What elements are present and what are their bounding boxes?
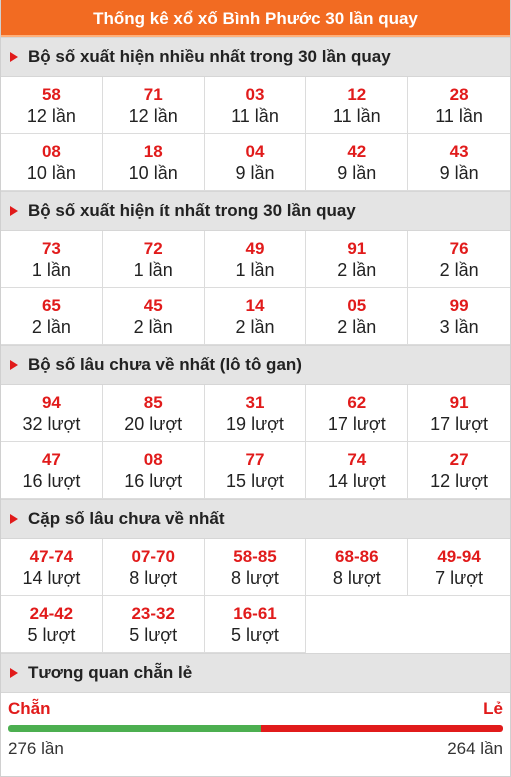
stat-count: 16 lượt: [124, 470, 183, 491]
stat-cell: [103, 539, 205, 596]
stat-count: 12 lần: [26, 105, 76, 126]
stat-count: 2 lần: [337, 259, 377, 280]
gan-grid: [1, 385, 510, 499]
section-heading-text: Bộ số lâu chưa về nhất (lô tô gan): [28, 355, 302, 374]
stat-number[interactable]: 42: [347, 141, 367, 161]
odd-count: 264 lần: [447, 739, 503, 758]
stat-number[interactable]: 77: [245, 449, 265, 469]
parity-block: [1, 693, 510, 759]
stat-number[interactable]: 08: [41, 141, 61, 161]
stat-number[interactable]: 58: [41, 84, 61, 104]
stat-count: 10 lần: [128, 162, 178, 183]
section-heading-parity: [1, 653, 510, 693]
section-heading-least: [1, 191, 510, 231]
stat-cell: [103, 442, 205, 499]
stat-cell: [1, 385, 103, 442]
section-heading-pairs: [1, 499, 510, 539]
stat-count: 8 lượt: [231, 567, 279, 588]
stat-number[interactable]: 71: [143, 84, 163, 104]
stat-number[interactable]: 65: [41, 295, 61, 315]
stat-count: 32 lượt: [22, 413, 81, 434]
stat-cell: [408, 442, 510, 499]
stat-count: 15 lượt: [226, 470, 284, 491]
stat-cell: [1, 442, 103, 499]
parity-bar-even: [8, 725, 261, 732]
stat-cell: [1, 134, 103, 191]
stat-cell: [1, 288, 103, 345]
empty-cell: [408, 596, 510, 653]
stat-count: 2 lần: [133, 316, 173, 337]
stat-cell: [408, 539, 510, 596]
triangle-bullet-icon: [10, 668, 18, 678]
parity-bar-odd: [261, 725, 503, 732]
section-heading-gan: [1, 345, 510, 385]
stat-count: 11 lần: [231, 105, 279, 126]
empty-cell: [306, 596, 408, 653]
stat-number[interactable]: 85: [143, 392, 163, 412]
stat-number[interactable]: 27: [449, 449, 469, 469]
stat-number[interactable]: 47: [41, 449, 61, 469]
stat-cell: [1, 539, 103, 596]
stat-count: 2 lần: [439, 259, 479, 280]
stat-number[interactable]: 91: [449, 392, 469, 412]
stat-count: 11 lần: [435, 105, 483, 126]
stat-cell: [306, 231, 408, 288]
stat-count: 3 lần: [439, 316, 479, 337]
stat-number[interactable]: 94: [41, 392, 61, 412]
stat-count: 9 lần: [235, 162, 275, 183]
stat-count: 20 lượt: [124, 413, 183, 434]
stat-number[interactable]: 49-94: [437, 546, 481, 566]
parity-counts: [8, 739, 503, 759]
stat-cell: [103, 385, 205, 442]
pairs-grid: [1, 539, 510, 653]
stat-count: 5 lượt: [231, 624, 279, 645]
stat-number[interactable]: 08: [143, 449, 163, 469]
stat-count: 19 lượt: [226, 413, 284, 434]
section-heading-text: Bộ số xuất hiện ít nhất trong 30 lần quay: [28, 201, 356, 220]
stat-cell: [408, 385, 510, 442]
stat-cell: [103, 231, 205, 288]
section-heading-text: Bộ số xuất hiện nhiều nhất trong 30 lần quay: [28, 47, 391, 66]
stat-cell: [205, 134, 307, 191]
stat-count: 16 lượt: [22, 470, 81, 491]
stat-cell: [205, 231, 307, 288]
stat-number[interactable]: 72: [143, 238, 163, 258]
parity-bar: [8, 725, 503, 732]
stat-count: 14 lượt: [327, 470, 386, 491]
odd-label: Lẻ: [483, 699, 503, 718]
stat-number[interactable]: 58-85: [233, 546, 277, 566]
stat-cell: [1, 596, 103, 653]
stat-count: 2 lần: [235, 316, 275, 337]
stat-cell: [205, 442, 307, 499]
stat-cell: [205, 288, 307, 345]
stat-count: 9 lần: [337, 162, 377, 183]
stat-count: 1 lần: [133, 259, 173, 280]
stat-number[interactable]: 04: [245, 141, 265, 161]
stat-number[interactable]: 68-86: [335, 546, 379, 566]
stat-cell: [205, 385, 307, 442]
section-heading-text: Cặp số lâu chưa về nhất: [28, 509, 225, 528]
stat-count: 14 lượt: [22, 567, 81, 588]
stat-count: 5 lượt: [129, 624, 178, 645]
stat-cell: [205, 539, 307, 596]
parity-labels: [8, 693, 503, 721]
stat-count: 17 lượt: [327, 413, 386, 434]
stat-cell: [306, 134, 408, 191]
stat-number[interactable]: 99: [449, 295, 469, 315]
stat-number[interactable]: 45: [143, 295, 163, 315]
stat-number[interactable]: 07-70: [131, 546, 175, 566]
stat-cell: [103, 596, 205, 653]
stat-count: 7 lượt: [435, 567, 484, 588]
stat-number[interactable]: 74: [347, 449, 367, 469]
stat-number[interactable]: 12: [347, 84, 367, 104]
stat-cell: [103, 77, 205, 134]
stat-number[interactable]: 91: [347, 238, 367, 258]
triangle-bullet-icon: [10, 360, 18, 370]
stat-cell: [1, 77, 103, 134]
stat-count: 9 lần: [439, 162, 479, 183]
stat-number[interactable]: 73: [41, 238, 61, 258]
stat-count: 2 lần: [337, 316, 377, 337]
stat-number[interactable]: 24-42: [29, 603, 74, 623]
stat-count: 17 lượt: [430, 413, 489, 434]
stat-number[interactable]: 03: [245, 84, 265, 104]
stat-count: 8 lượt: [129, 567, 178, 588]
stat-count: 1 lần: [31, 259, 71, 280]
stat-cell: [306, 385, 408, 442]
stat-cell: [306, 539, 408, 596]
stat-cell: [306, 77, 408, 134]
stat-cell: [103, 288, 205, 345]
stat-number[interactable]: 49: [245, 238, 265, 258]
stat-number[interactable]: 62: [347, 392, 367, 412]
stat-cell: [408, 134, 510, 191]
stat-count: 11 lần: [332, 105, 381, 126]
section-heading-text: Tương quan chẵn lẻ: [28, 663, 193, 682]
stat-number[interactable]: 28: [449, 84, 469, 104]
stat-number[interactable]: 23-32: [131, 603, 175, 623]
stat-number[interactable]: 05: [347, 295, 367, 315]
stat-count: 8 lượt: [332, 567, 381, 588]
stat-number[interactable]: 18: [143, 141, 163, 161]
stat-count: 2 lần: [31, 316, 71, 337]
stat-number[interactable]: 76: [449, 238, 469, 258]
least-frequent-grid: [1, 231, 510, 345]
even-count: 276 lần: [8, 739, 64, 758]
stat-cell: [408, 231, 510, 288]
stat-cell: [103, 134, 205, 191]
stat-number[interactable]: 14: [245, 295, 265, 315]
even-label: Chẵn: [8, 699, 51, 718]
stat-number[interactable]: 31: [245, 392, 265, 412]
stat-cell: [1, 231, 103, 288]
stat-number[interactable]: 47-74: [29, 546, 74, 566]
stat-number[interactable]: 16-61: [233, 603, 277, 623]
stat-cell: [408, 288, 510, 345]
stat-cell: [408, 77, 510, 134]
stat-count: 5 lượt: [27, 624, 76, 645]
triangle-bullet-icon: [10, 514, 18, 524]
stat-count: 1 lần: [235, 259, 275, 280]
most-frequent-grid: [1, 77, 510, 191]
page-title: Thống kê xổ xố Bình Phước 30 lần quay: [1, 0, 510, 37]
triangle-bullet-icon: [10, 206, 18, 216]
stat-count: 12 lần: [128, 105, 178, 126]
triangle-bullet-icon: [10, 52, 18, 62]
stat-cell: [306, 442, 408, 499]
stat-cell: [205, 596, 307, 653]
stat-cell: [205, 77, 307, 134]
section-heading-most: [1, 37, 510, 77]
stat-number[interactable]: 43: [449, 141, 469, 161]
stat-count: 12 lượt: [430, 470, 489, 491]
stat-cell: [306, 288, 408, 345]
stat-count: 10 lần: [26, 162, 76, 183]
